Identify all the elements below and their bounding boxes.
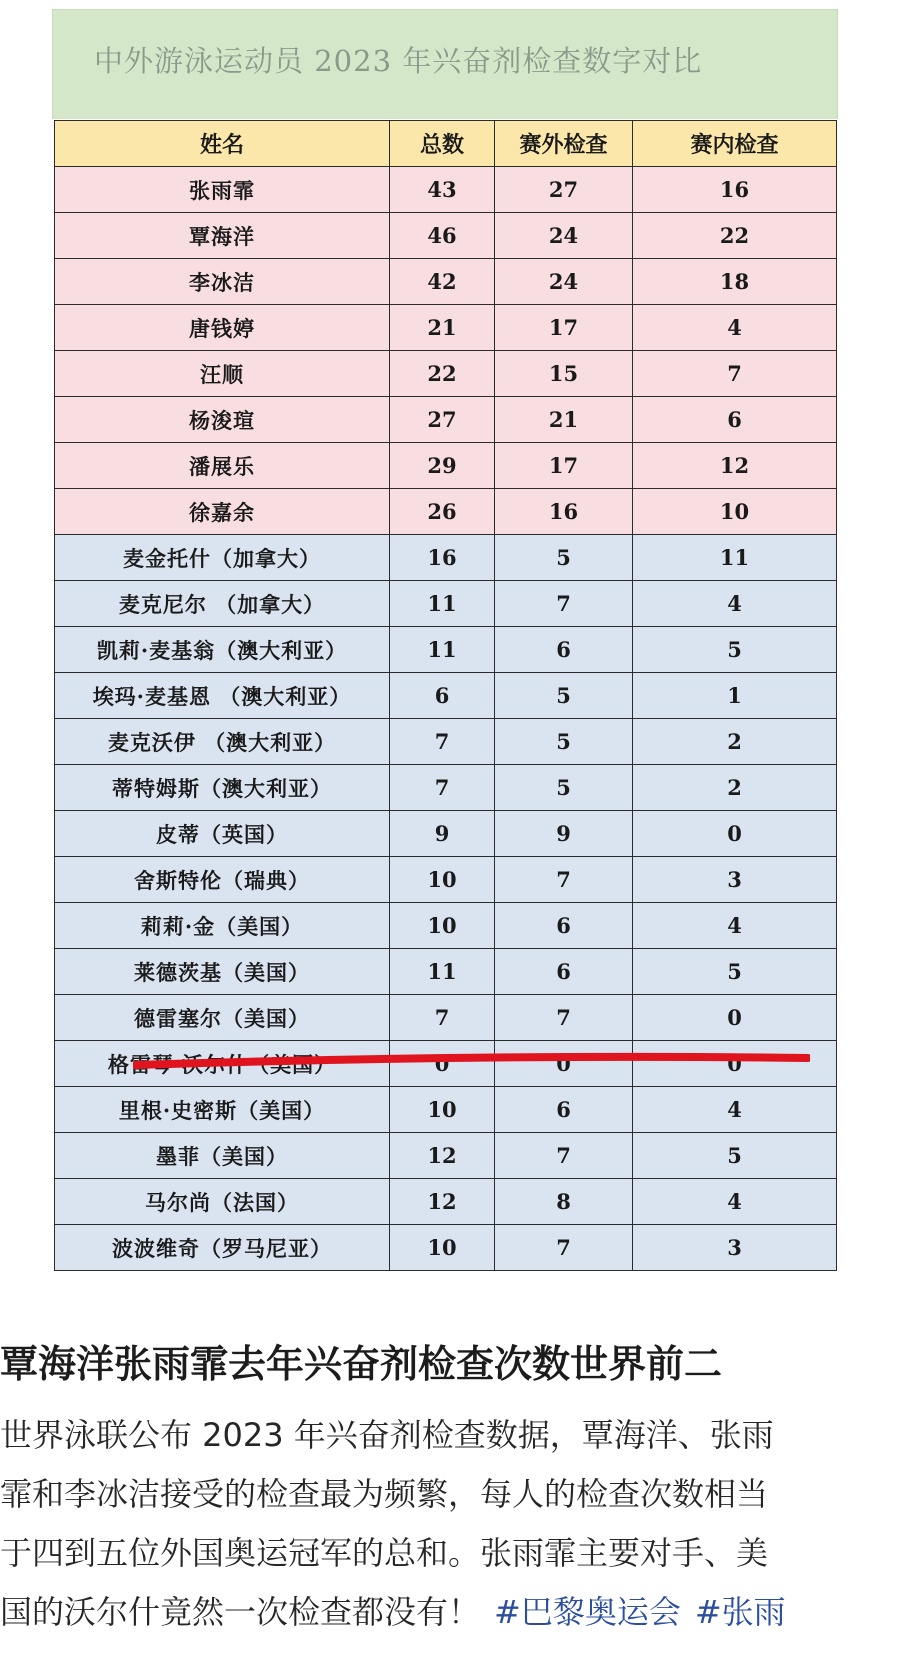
- cell-out-of-competition: 7: [495, 1225, 633, 1271]
- cell-out-of-competition: 16: [495, 489, 633, 535]
- cell-out-of-competition: 17: [495, 305, 633, 351]
- table-body: [55, 167, 837, 1271]
- cell-total: 21: [390, 305, 495, 351]
- cell-in-competition: 22: [633, 213, 837, 259]
- cell-out-of-competition: 7: [495, 857, 633, 903]
- cell-in-competition: 10: [633, 489, 837, 535]
- col-header-total: 总数: [390, 121, 495, 167]
- cell-out-of-competition: 17: [495, 443, 633, 489]
- cell-total: 0: [390, 1041, 495, 1087]
- cell-in-competition: 11: [633, 535, 837, 581]
- article-line-text: 国的沃尔什竟然一次检查都没有！: [0, 1593, 481, 1631]
- cell-in-competition: 16: [633, 167, 837, 213]
- table-row: [55, 857, 837, 903]
- table-row: [55, 535, 837, 581]
- cell-total: 7: [390, 765, 495, 811]
- article-line: 于四到五位外国奥运冠军的总和。张雨霏主要对手、美: [0, 1534, 769, 1572]
- header-row: [55, 121, 837, 167]
- cell-in-competition: 1: [633, 673, 837, 719]
- article-body: [0, 1406, 912, 1642]
- cell-out-of-competition: 7: [495, 995, 633, 1041]
- cell-name: 格雷琴·沃尔什（美国）: [55, 1041, 390, 1087]
- cell-in-competition: 0: [633, 1041, 837, 1087]
- cell-out-of-competition: 7: [495, 581, 633, 627]
- cell-total: 27: [390, 397, 495, 443]
- table-title: 中外游泳运动员 2023 年兴奋剂检查数字对比: [94, 44, 703, 78]
- cell-total: 43: [390, 167, 495, 213]
- cell-name: 汪顺: [55, 351, 390, 397]
- hashtag-link[interactable]: #巴黎奥运会: [494, 1593, 681, 1631]
- table-row: [55, 213, 837, 259]
- table-row: [55, 351, 837, 397]
- table-row: [55, 489, 837, 535]
- cell-name: 莱德茨基（美国）: [55, 949, 390, 995]
- cell-in-competition: 18: [633, 259, 837, 305]
- cell-out-of-competition: 9: [495, 811, 633, 857]
- cell-name: 埃玛·麦基恩 （澳大利亚）: [55, 673, 390, 719]
- cell-in-competition: 0: [633, 995, 837, 1041]
- table-row: [55, 1087, 837, 1133]
- table-row: [55, 1041, 837, 1087]
- table-row: [55, 443, 837, 489]
- cell-in-competition: 4: [633, 1179, 837, 1225]
- cell-total: 11: [390, 627, 495, 673]
- cell-total: 10: [390, 903, 495, 949]
- cell-name: 墨菲（美国）: [55, 1133, 390, 1179]
- table-row: [55, 305, 837, 351]
- table-image: [52, 9, 838, 1261]
- cell-total: 22: [390, 351, 495, 397]
- cell-in-competition: 0: [633, 811, 837, 857]
- cell-name: 皮蒂（英国）: [55, 811, 390, 857]
- article-headline: 覃海洋张雨霏去年兴奋剂检查次数世界前二: [0, 1342, 723, 1386]
- cell-out-of-competition: 24: [495, 213, 633, 259]
- cell-total: 26: [390, 489, 495, 535]
- cell-in-competition: 4: [633, 305, 837, 351]
- cell-in-competition: 4: [633, 581, 837, 627]
- cell-in-competition: 7: [633, 351, 837, 397]
- cell-total: 12: [390, 1133, 495, 1179]
- table-row: [55, 903, 837, 949]
- cell-in-competition: 6: [633, 397, 837, 443]
- cell-total: 10: [390, 857, 495, 903]
- cell-name: 李冰洁: [55, 259, 390, 305]
- cell-total: 7: [390, 719, 495, 765]
- table-row: [55, 1179, 837, 1225]
- cell-in-competition: 4: [633, 903, 837, 949]
- table-row: [55, 673, 837, 719]
- cell-in-competition: 5: [633, 1133, 837, 1179]
- cell-in-competition: 5: [633, 627, 837, 673]
- cell-in-competition: 4: [633, 1087, 837, 1133]
- cell-out-of-competition: 8: [495, 1179, 633, 1225]
- cell-total: 11: [390, 949, 495, 995]
- cell-name: 波波维奇（罗马尼亚）: [55, 1225, 390, 1271]
- cell-in-competition: 3: [633, 857, 837, 903]
- cell-out-of-competition: 15: [495, 351, 633, 397]
- cell-out-of-competition: 21: [495, 397, 633, 443]
- cell-total: 7: [390, 995, 495, 1041]
- cell-out-of-competition: 6: [495, 1087, 633, 1133]
- table-row: [55, 719, 837, 765]
- cell-total: 46: [390, 213, 495, 259]
- table-row: [55, 995, 837, 1041]
- cell-name: 莉莉·金（美国）: [55, 903, 390, 949]
- table-row: [55, 397, 837, 443]
- cell-name: 蒂特姆斯（澳大利亚）: [55, 765, 390, 811]
- cell-name: 凯莉·麦基翁（澳大利亚）: [55, 627, 390, 673]
- table-row: [55, 167, 837, 213]
- cell-name: 舍斯特伦（瑞典）: [55, 857, 390, 903]
- cell-name: 德雷塞尔（美国）: [55, 995, 390, 1041]
- cell-out-of-competition: 0: [495, 1041, 633, 1087]
- article: [0, 1340, 912, 1642]
- cell-total: 11: [390, 581, 495, 627]
- article-line: 世界泳联公布 2023 年兴奋剂检查数据，覃海洋、张雨: [0, 1416, 774, 1454]
- cell-in-competition: 5: [633, 949, 837, 995]
- cell-out-of-competition: 6: [495, 949, 633, 995]
- cell-name: 张雨霏: [55, 167, 390, 213]
- cell-out-of-competition: 5: [495, 535, 633, 581]
- article-line-last: [0, 1583, 912, 1642]
- cell-out-of-competition: 6: [495, 903, 633, 949]
- cell-total: 6: [390, 673, 495, 719]
- table-row: [55, 1133, 837, 1179]
- cell-name: 里根·史密斯（美国）: [55, 1087, 390, 1133]
- hashtag-link[interactable]: #张雨: [694, 1593, 786, 1631]
- table-row: [55, 765, 837, 811]
- cell-name: 马尔尚（法国）: [55, 1179, 390, 1225]
- doping-test-table: [54, 120, 837, 1271]
- cell-total: 10: [390, 1225, 495, 1271]
- cell-name: 徐嘉余: [55, 489, 390, 535]
- cell-in-competition: 12: [633, 443, 837, 489]
- cell-in-competition: 2: [633, 765, 837, 811]
- cell-total: 29: [390, 443, 495, 489]
- table-row: [55, 811, 837, 857]
- cell-out-of-competition: 6: [495, 627, 633, 673]
- cell-out-of-competition: 7: [495, 1133, 633, 1179]
- title-band: [52, 9, 838, 119]
- table-row: [55, 259, 837, 305]
- cell-name: 麦克沃伊 （澳大利亚）: [55, 719, 390, 765]
- col-header-out-of-competition: 赛外检查: [495, 121, 633, 167]
- cell-in-competition: 3: [633, 1225, 837, 1271]
- cell-total: 12: [390, 1179, 495, 1225]
- col-header-name: 姓名: [55, 121, 390, 167]
- cell-out-of-competition: 5: [495, 765, 633, 811]
- cell-name: 麦克尼尔 （加拿大）: [55, 581, 390, 627]
- cell-total: 10: [390, 1087, 495, 1133]
- cell-name: 潘展乐: [55, 443, 390, 489]
- cell-total: 16: [390, 535, 495, 581]
- article-line: 霏和李冰洁接受的检查最为频繁，每人的检查次数相当: [0, 1475, 769, 1513]
- cell-name: 覃海洋: [55, 213, 390, 259]
- cell-out-of-competition: 5: [495, 719, 633, 765]
- col-header-in-competition: 赛内检查: [633, 121, 837, 167]
- cell-total: 9: [390, 811, 495, 857]
- cell-out-of-competition: 24: [495, 259, 633, 305]
- table-row: [55, 1225, 837, 1271]
- cell-name: 杨浚瑄: [55, 397, 390, 443]
- cell-in-competition: 2: [633, 719, 837, 765]
- cell-total: 42: [390, 259, 495, 305]
- cell-name: 麦金托什（加拿大）: [55, 535, 390, 581]
- cell-name: 唐钱婷: [55, 305, 390, 351]
- table-row: [55, 581, 837, 627]
- cell-out-of-competition: 5: [495, 673, 633, 719]
- table-row: [55, 949, 837, 995]
- cell-out-of-competition: 27: [495, 167, 633, 213]
- table-row: [55, 627, 837, 673]
